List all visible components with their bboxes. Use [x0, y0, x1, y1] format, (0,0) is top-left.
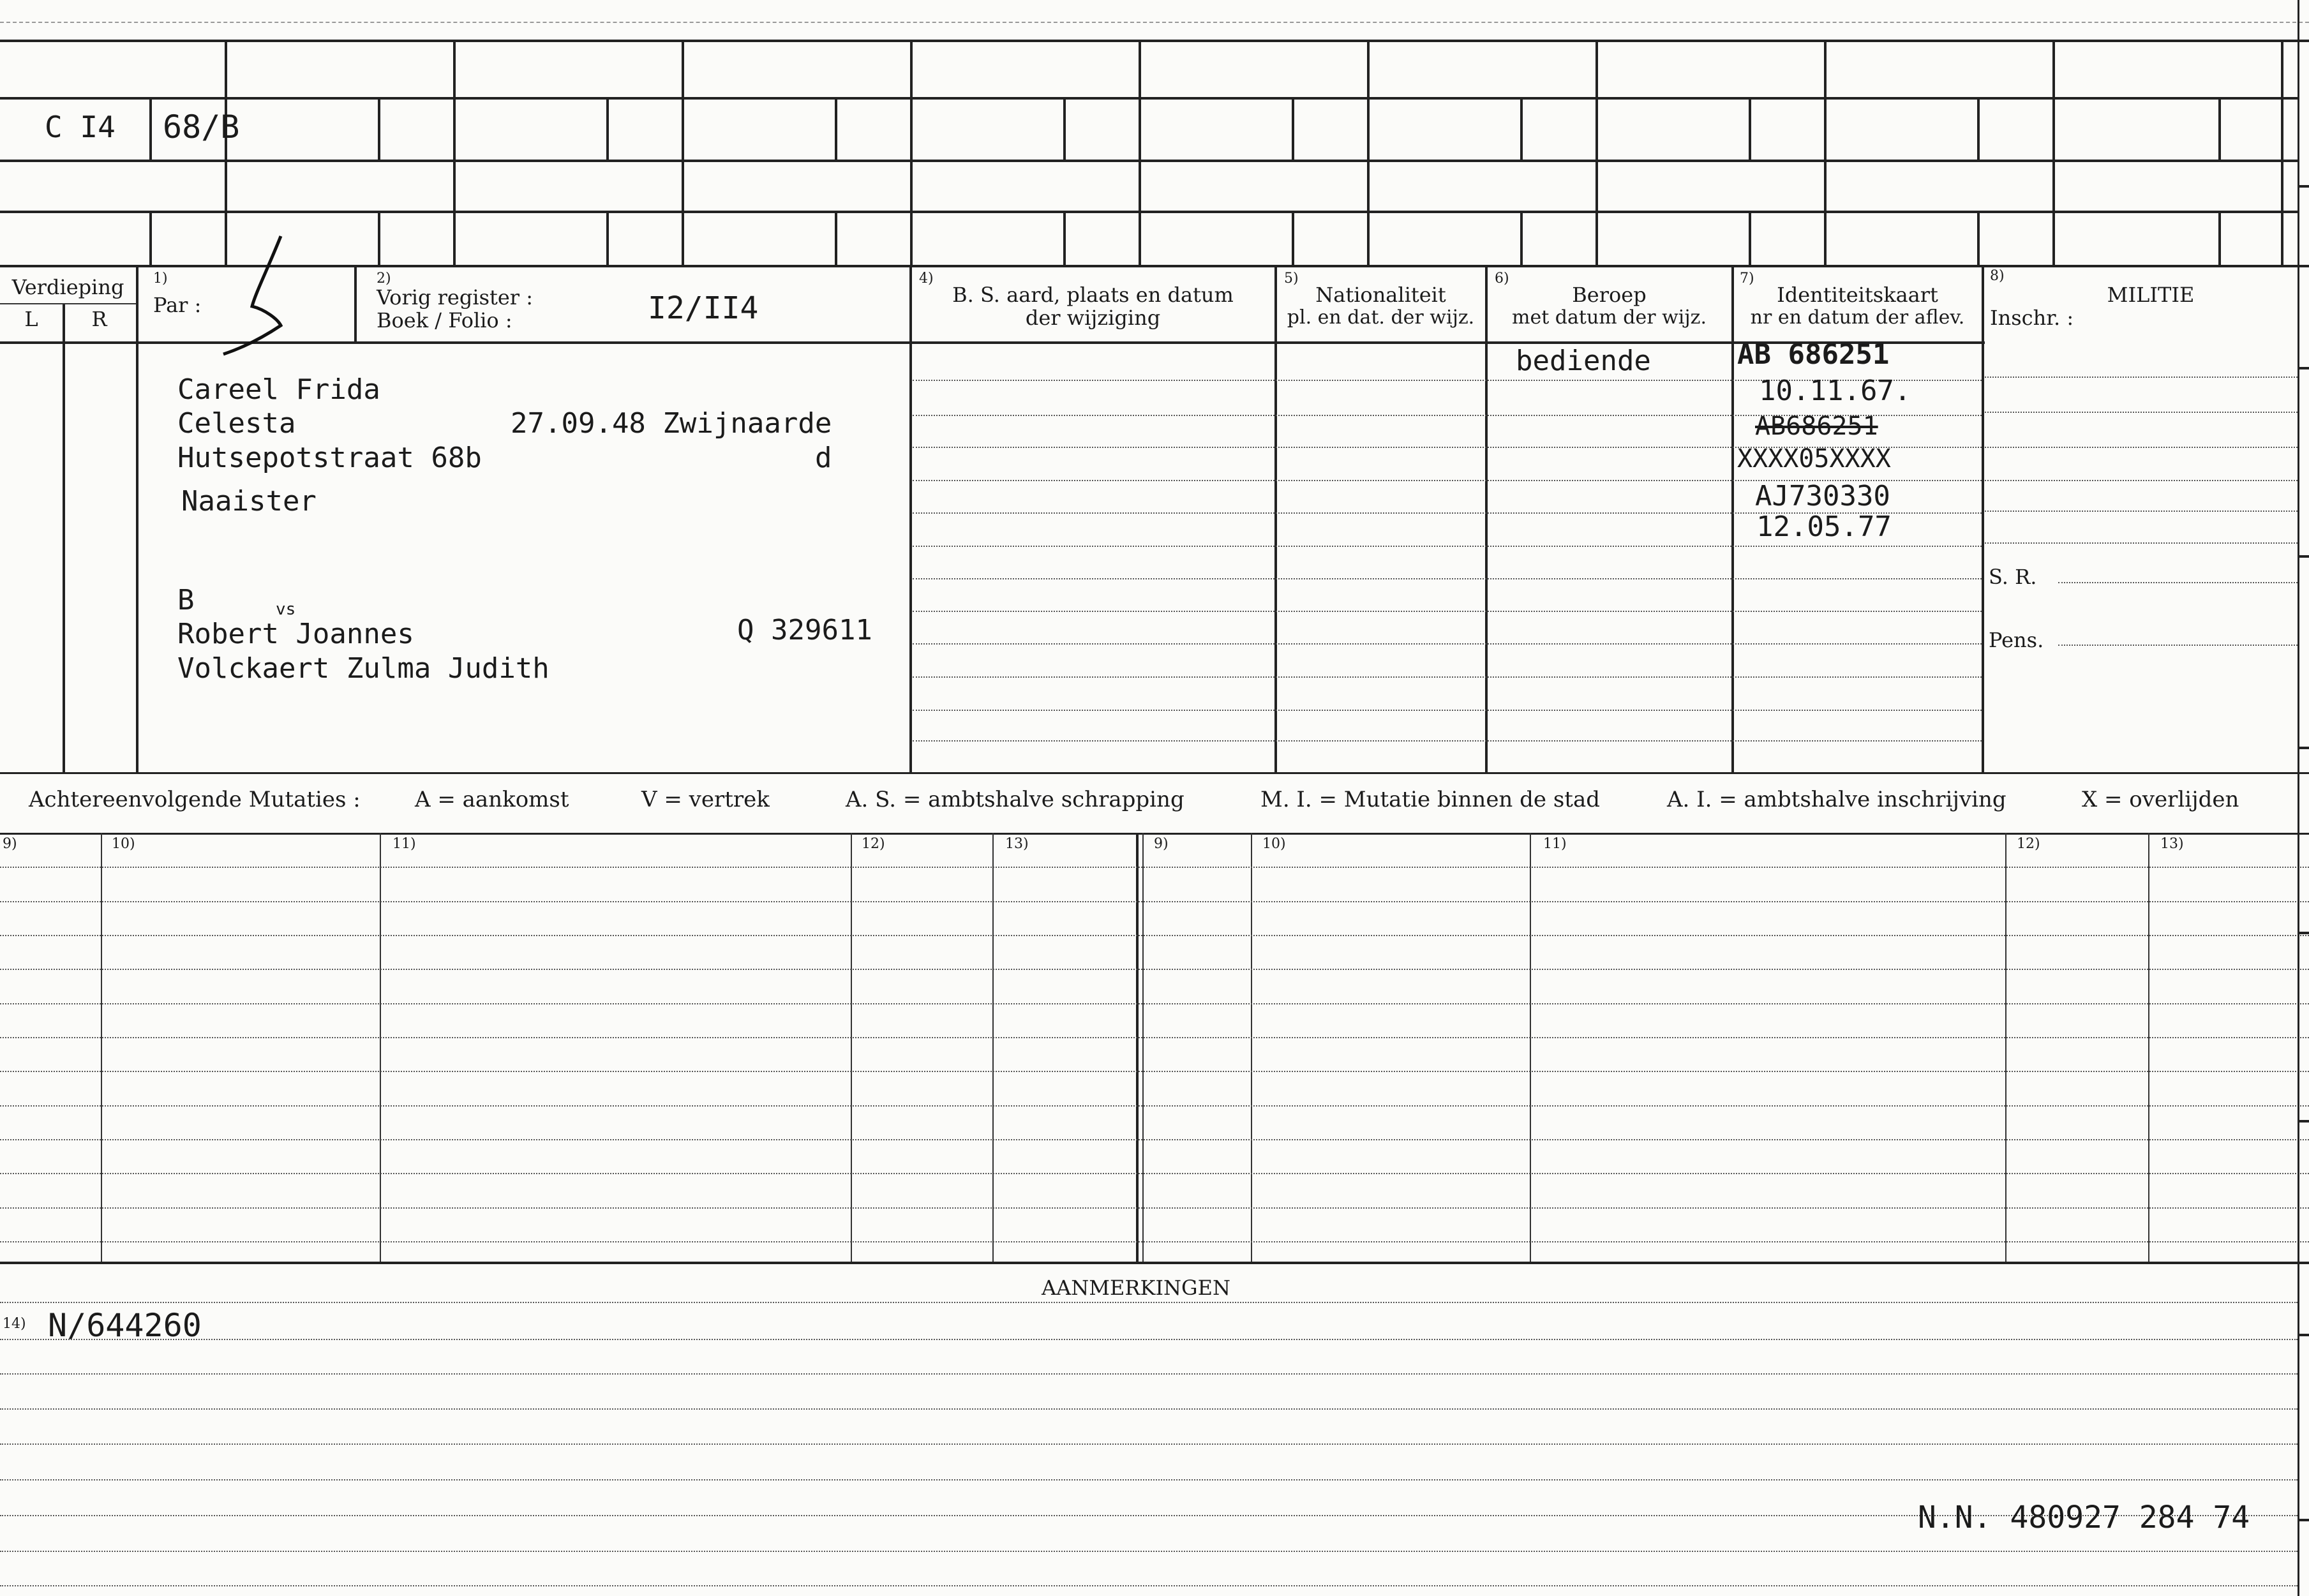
father-vs: vs [276, 600, 296, 619]
mut-right-10: 10) [1262, 836, 1286, 852]
id-line-6: 12.05.77 [1756, 511, 1892, 543]
legend-x: X = overlijden [2082, 787, 2239, 812]
section-divider [0, 772, 2309, 774]
remarks-value: N/644260 [48, 1307, 202, 1344]
mut-left-10: 10) [112, 836, 135, 852]
mut-right-9: 9) [1154, 836, 1169, 852]
vorig-num: 2) [377, 271, 391, 287]
person-address-mark: d [815, 442, 832, 474]
bs-num: 4) [919, 271, 934, 287]
father-name: Robert Joannes [177, 618, 414, 650]
beroep-num: 6) [1495, 271, 1509, 287]
national-number: N.N. 480927 284 74 [1918, 1500, 2250, 1535]
person-b-mark: B [177, 584, 195, 616]
mut-right-11: 11) [1543, 836, 1567, 852]
bs-label-2: der wijziging [1025, 306, 1161, 330]
legend-mi: M. I. = Mutatie binnen de stad [1260, 787, 1600, 812]
remarks-title: AANMERKINGEN [1042, 1276, 1230, 1300]
beroep-label-2: met datum der wijz. [1512, 306, 1707, 329]
top-border [0, 40, 2309, 42]
nat-num: 5) [1284, 271, 1299, 287]
par-signature [217, 230, 319, 357]
person-name-1: Careel Frida [177, 373, 380, 406]
boek-label: Boek / Folio : [377, 308, 512, 332]
sr-label: S. R. [1989, 565, 2037, 589]
nat-label-1: Nationaliteit [1315, 283, 1446, 307]
id-num: 7) [1740, 271, 1754, 287]
id-line-4: XXXX05XXXX [1737, 444, 1891, 474]
person-name-2: Celesta [177, 407, 296, 440]
legend-ai: A. I. = ambtshalve inschrijving [1667, 787, 2006, 812]
mut-left-9: 9) [3, 836, 17, 852]
pens-label: Pens. [1989, 628, 2044, 652]
id-label-2: nr en datum der aflev. [1750, 306, 1965, 329]
beroep-label-1: Beroep [1572, 283, 1647, 307]
person-address: Hutsepotstraat 68b [177, 442, 482, 474]
verdieping-label: Verdieping [11, 275, 124, 299]
nat-label-2: pl. en dat. der wijz. [1287, 306, 1475, 329]
mut-right-12: 12) [2017, 836, 2040, 852]
house-number: 68/B [163, 108, 240, 145]
father-ref: Q 329611 [737, 614, 872, 646]
par-label: Par : [153, 293, 202, 317]
register-code: C I4 [45, 110, 116, 144]
col-l-label: L [24, 307, 38, 331]
bs-label-1: B. S. aard, plaats en datum [952, 283, 1234, 307]
remarks-num: 14) [3, 1316, 26, 1332]
militie-num: 8) [1990, 268, 2005, 284]
col-r-label: R [91, 307, 107, 331]
mother-name: Volckaert Zulma Judith [177, 652, 549, 685]
person-birth: 27.09.48 Zwijnaarde [511, 407, 832, 440]
mut-left-12: 12) [862, 836, 885, 852]
militie-label: MILITIE [2107, 283, 2195, 307]
id-label-1: Identiteitskaart [1777, 283, 1938, 307]
mut-left-11: 11) [392, 836, 416, 852]
person-occupation: Naaister [181, 485, 317, 518]
legend-title: Achtereenvolgende Mutaties : [29, 787, 361, 812]
id-line-5: AJ730330 [1755, 480, 1890, 512]
mut-right-13: 13) [2160, 836, 2184, 852]
vorig-value: I2/II4 [648, 290, 759, 326]
id-line-3: AB686251 [1755, 412, 1878, 441]
legend-as: A. S. = ambtshalve schrapping [846, 787, 1184, 812]
beroep-value: bediende [1516, 345, 1651, 377]
par-num: 1) [153, 271, 168, 287]
id-line-1: AB 686251 [1737, 338, 1890, 371]
legend-a: A = aankomst [415, 787, 569, 812]
top-edge-dashes [0, 22, 2309, 23]
vorig-label: Vorig register : [377, 285, 534, 310]
id-line-2: 10.11.67. [1759, 375, 1911, 407]
mut-left-13: 13) [1005, 836, 1029, 852]
inschr-label: Inschr. : [1990, 306, 2074, 330]
legend-v: V = vertrek [641, 787, 770, 812]
